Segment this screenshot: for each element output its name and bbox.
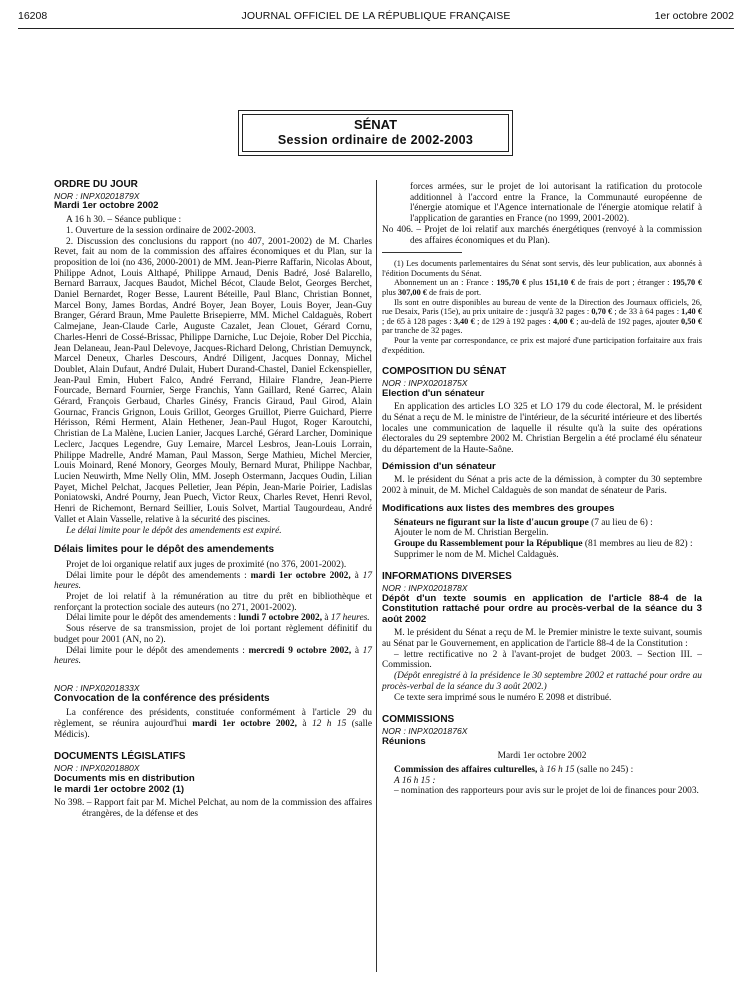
reunion-commission: Commission des affaires culturelles, à 16 h 15 (salle no 245) :	[394, 765, 634, 776]
header-date: 1er octobre 2002	[654, 10, 734, 22]
ordre-seance: A 16 h 30. – Séance publique :	[66, 215, 182, 226]
banner-subtitle: Session ordinaire de 2002-2003	[277, 133, 474, 147]
composition-heading: COMPOSITION DU SÉNAT	[382, 366, 507, 378]
delais-deadline-1: Délai limite pour le dépôt des amendements : mardi 1er octobre 2002, à 17 heures.	[54, 570, 372, 592]
info-nor: NOR : INPX0201878X	[382, 583, 468, 594]
modifications-heading: Modifications aux listes des membres des groupes	[382, 502, 615, 514]
page-number: 16208	[18, 10, 48, 22]
conv-nor: NOR : INPX0201833X	[54, 682, 140, 693]
running-header	[18, 10, 734, 24]
delais-text-3: Sous réserve de sa transmission, projet de loi portant règlement définitif du budget pour 2001 (AN, no 2).	[54, 624, 372, 645]
ordre-delai-note: Le délai limite pour le dépôt des amendements est expiré.	[66, 525, 282, 536]
footnote-1: (1) Les documents parlementaires du Sénat sont servis, dès leur publication, aux abonnés à l'édition Documents du Sénat.	[382, 259, 702, 278]
depot-text-3: (Dépôt enregistré à la présidence le 30 septembre 2002 et rattaché pour ordre au procès-verbal de la séance du 3 août 2002.)	[382, 671, 702, 692]
election-text: En application des articles LO 325 et LO 179 du code électoral, M. le président du Sénat a reçu de M. le ministre de l'intérieur, de la sécurité intérieure et des libertés locales une communication de laquelle il résulte qu'à la suite des opérations électorales du 29 septembre 2002 M. Christian Bergelin a été proclamé élu sénateur du département de la Haute-Saône.	[382, 402, 702, 456]
ordre-date: Mardi 1er octobre 2002	[54, 200, 159, 212]
doc-subtitle-1: Documents mis en distribution	[54, 772, 195, 784]
reunion-item: – nomination des rapporteurs pour avis sur le projet de loi de finances pour 2003.	[394, 786, 699, 797]
footnote-vente: Pour la vente par correspondance, ce prix est majoré d'une participation forfaitaire aux frais d'expédition.	[382, 335, 702, 355]
ordre-nor: NOR : INPX0201879X	[54, 190, 140, 201]
header-rule	[18, 28, 734, 29]
footnote-rule	[382, 252, 462, 253]
reunions-heading: Réunions	[382, 735, 426, 747]
depot-text-1: M. le président du Sénat a reçu de M. le Premier ministre le texte suivant, soumis au Sénat par le Gouvernement, en application de l'article 88-4 de la Constitution :	[382, 628, 702, 650]
left-column	[54, 180, 372, 820]
doc-item-406: No 406. – Projet de loi relatif aux marchés énergétiques (renvoyé à la commission des affaires économiques et du Plan).	[382, 224, 702, 246]
footnote-prix: Ils sont en outre disponibles au bureau de vente de la Direction des Journaux officiels, 26, rue Desaix, Paris (15e), au prix unitaire de : jusqu'à 32 pages : 0,70 € ; de 33 à 64 pages : 1,40 € ; de 65 à 128 pages : 3,40 € ; de 129 à 192 pages : 4,00 € ; au-delà de 192 pages, ajouter 0,50 € par tranche de 32 pages.	[382, 297, 703, 336]
depot-text-4: Ce texte sera imprimé sous le numéro E 2098 et distribué.	[394, 692, 612, 703]
documents-heading: DOCUMENTS LÉGISLATIFS	[54, 751, 186, 763]
reunion-time: A 16 h 15 :	[394, 775, 436, 786]
footnote-abonnement: Abonnement un an : France : 195,70 € plus 151,10 € de frais de port ; étranger : 195,70 € plus 307,00 € de frais de port.	[382, 278, 703, 297]
banner-title: SÉNAT	[353, 117, 398, 132]
modif-add: Ajouter le nom de M. Christian Bergelin.	[394, 528, 549, 539]
delais-deadline-2: Délai limite pour le dépôt des amendements : lundi 7 octobre 2002, à 17 heures.	[66, 613, 370, 624]
election-heading: Election d'un sénateur	[382, 387, 485, 399]
delais-text-1: Projet de loi organique relatif aux juges de proximité (no 376, 2001-2002).	[66, 559, 347, 570]
reunion-date: Mardi 1er octobre 2002	[497, 751, 587, 762]
commissions-heading: COMMISSIONS	[382, 714, 455, 726]
doc-item-398: No 398. – Rapport fait par M. Michel Pelchat, au nom de la commission des affaires étrangères, de la défense et des	[54, 798, 372, 819]
ordre-du-jour-heading: ORDRE DU JOUR	[54, 179, 138, 190]
modif-rpr: Groupe du Rassemblement pour la République (81 membres au lieu de 82) :	[394, 539, 693, 549]
senate-banner-inner	[242, 114, 509, 152]
delais-deadline-3: Délai limite pour le dépôt des amendements : mercredi 9 octobre 2002, à 17 heures.	[54, 645, 372, 667]
journal-title: JOURNAL OFFICIEL DE LA RÉPUBLIQUE FRANÇAISE	[241, 10, 511, 22]
doc-subtitle-2: le mardi 1er octobre 2002 (1)	[54, 783, 185, 795]
doc-nor: NOR : INPX0201880X	[54, 763, 140, 774]
ordre-item-1: 1. Ouverture de la session ordinaire de 2002-2003.	[66, 225, 256, 236]
convocation-heading: Convocation de la conférence des présidents	[54, 692, 270, 704]
modif-remove: Supprimer le nom de M. Michel Caldaguès.	[394, 549, 559, 560]
convocation-text: La conférence des présidents, constituée conformément à l'article 29 du règlement, se réunira aujourd'hui mardi 1er octobre 2002, à 12 h 15 (salle Médicis).	[54, 708, 372, 740]
modif-no-group: Sénateurs ne figurant sur la liste d'aucun groupe (7 au lieu de 6) :	[394, 517, 653, 528]
column-divider	[376, 180, 377, 972]
depot-text-2: – lettre rectificative no 2 à l'avant-projet de budget 2003. – Section III. – Commission.	[382, 649, 702, 671]
doc-item-398-cont: forces armées, sur le projet de loi autorisant la ratification du protocole additionnel à l'accord entre la France, la Communauté européenne de l'énergie atomique et l'Agence internationale de l'énergie atomique relatif à l'application de garanties en France (no 1999, 2001-2002).	[410, 182, 702, 225]
right-column	[382, 182, 702, 797]
depot-heading: Dépôt d'un texte soumis en application de l'article 88-4 de la Constitution rattaché pour ordre au procès-verbal de la séance du 3 août 2002	[382, 592, 702, 625]
comp-nor: NOR : INPX0201875X	[382, 377, 468, 388]
delais-text-2: Projet de loi relatif à la rémunération au titre du prêt en bibliothèque et renforçant la protection sociale des auteurs (no 271, 2001-2002).	[54, 592, 372, 613]
informations-heading: INFORMATIONS DIVERSES	[382, 571, 512, 583]
senate-banner	[238, 110, 513, 156]
demission-heading: Démission d'un sénateur	[382, 460, 496, 472]
demission-text: M. le président du Sénat a pris acte de la démission, à compter du 30 septembre 2002 à minuit, de M. Michel Caldaguès de son mandat de sénateur de Paris.	[382, 475, 702, 497]
ordre-item-2: 2. Discussion des conclusions du rapport (no 407, 2001-2002) de M. Charles Revet, fait au nom de la commission des affaires économiques et du Plan, sur la proposition de loi (no 436, 2000-2001) de MM. Jean-Pierre Raffarin, Nicolas About, Philippe Adnot, Louis Althapé, Philippe Arnaud, Denis Badré, José Balarello, Bernard Barraux, Jacques Baudot, Michel Bécot, Claude Belot, Georges Berchet, Daniel Bernardet, Roger Besse, Laurent Béteille, Paul Blanc, Christian Bonnet, Marcel Bony, James Bordas, André Boyer, Jean Boyer, Louis Boyer, Jean-Guy Branger, Gérard Braun, Mme Paulette Brisepierre, MM. Michel Caldaguès, Robert Calmejane, Jean-Claude Carle, Auguste Cazalet, Jean Clouet, Gérard Cornu, Charles-Henri de Cossé-Brissac, Philippe Darniche, Luc Dejoie, Rober Del Picchia, Jean Delaneau, Jean-Paul Delevoye, Jacques-Richard Delong, Christian Demuynck, Marcel Deneux, Charles Descours, André Diligent, Jacques Donnay, Michel Doublet, Alain Dufaut, André Dulait, Hubert Durand-Chastel, Daniel Eckenspieller, Jean-Paul Emin, Hubert Falco, André Ferrand, Hilaire Flandre, Jean-Pierre Fourcade, Bernard Fournier, Serge Franchis, Yann Gaillard, René Garrec, Alain Gérard, François Gerbaud, Charles Ginésy, Francis Giraud, Paul Girod, Alain Gournac, Francis Grignon, Louis Grillot, Georges Gruillot, Pierre Guichard, Pierre Hérisson, Rémi Herment, Alain Hethener, Jean-Paul Hugot, Roger Karoutchi, Christian de La Malène, Lucien Lanier, Jacques Larché, Gérard Larcher, Dominique Leclerc, Jacques Legendre, Guy Lemaire, Marcel Lesbros, Jean-Louis Lorrain, Philippe Madrelle, André Maman, Paul Masson, Serge Mathieu, Michel Mercier, Louis Moinard, René Monory, Georges Mouly, Bernard Murat, Philippe Nachbar, Lucien Neuwirth, Mme Nelly Olin, MM. Joseph Ostermann, Jacques Oudin, Lilian Payet, Michel Pelchat, Jacques Pelletier, Jean Pépin, Jean-Marie Poirier, Ladislas Poniatowski, André Pourny, Jean Puech, Victor Reux, Charles Revet, Henri Revol, Henri de Richemont, Bernard Seillier, Louis Solvet, Martial Taugourdeau, André Vallet et Alain Vasselle, relative à la sécurité des piscines.	[54, 236, 372, 525]
delais-heading: Délais limites pour le dépôt des amendements	[54, 544, 275, 556]
comm-nor: NOR : INPX0201876X	[382, 725, 468, 736]
